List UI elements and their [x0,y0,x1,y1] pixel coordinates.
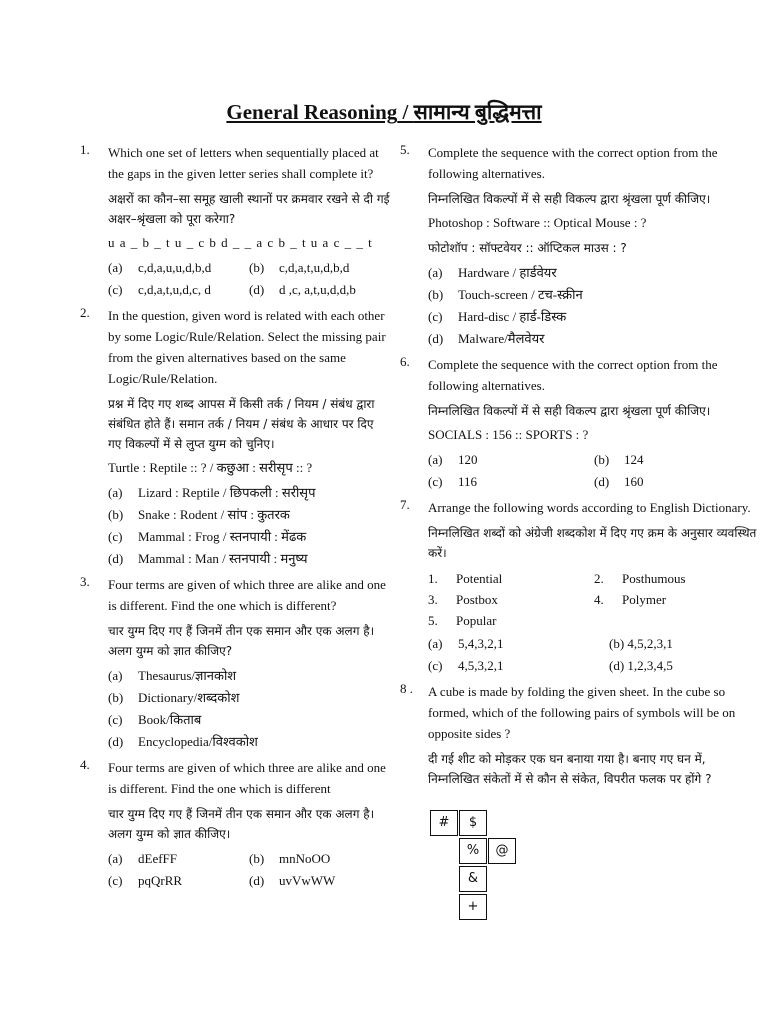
option-c[interactable] [428,656,609,675]
option-label: (a) [428,636,443,651]
question-number: 7. [400,497,410,512]
option-text: Hardware / हार्डवेयर [458,265,557,280]
option-text: Mammal : Frog / स्तनपायी : मेंढक [138,529,307,544]
option-c[interactable] [428,472,594,491]
option-c[interactable] [428,307,760,326]
net-cell-at: @ [488,838,516,864]
question-6 [400,354,760,491]
option-label: (c) [428,309,443,324]
option-text: Mammal : Man / स्तनपायी : मनुष्य [138,551,308,566]
option-row [428,656,760,675]
option-label: (a) [108,851,123,866]
option-b[interactable] [609,634,760,653]
option-label: (b) [428,287,444,302]
question-text-hindi: दी गई शीट को मोड़कर एक घन बनाया गया है। बनाए गए घन में, निम्नलिखित संकेतों में से कौन से संकेत, विपरीत फलक पर होंगे ? [428,752,712,786]
question-5 [400,142,760,348]
option-label: (b) [108,690,124,705]
question-text-hindi: निम्नलिखित विकल्पों में से सही विकल्प द्वारा श्रृंखला पूर्ण कीजिए। [428,192,711,206]
question-4 [80,757,390,890]
option-row [428,472,760,491]
option-row [428,450,760,469]
question-number: 4. [80,757,90,772]
option-d[interactable] [249,871,390,890]
option-label: (d) [108,551,124,566]
option-text: 4,5,3,2,1 [458,658,504,673]
option-c[interactable] [108,280,249,299]
word-item [594,589,760,610]
word-item [428,589,594,610]
option-row [108,280,390,299]
option-label: (a) [108,668,123,683]
option-c[interactable] [108,527,390,546]
question-3 [80,574,390,751]
option-text: 4,5,2,3,1 [627,636,673,651]
option-text: Malware/मैलवेयर [458,331,545,346]
option-c[interactable] [108,871,249,890]
question-7 [400,497,760,675]
option-text: Snake : Rodent / सांप : कुतरक [138,507,290,522]
option-text: c,d,a,t,u,d,b,d [279,260,350,275]
net-cell-hash: # [430,810,458,836]
option-label: (c) [428,474,443,489]
option-label: (d) [108,734,124,749]
option-label: (c) [108,529,123,544]
option-label: (b) [609,636,625,651]
option-label: (d) [428,331,444,346]
option-b[interactable] [428,285,760,304]
option-text: 5,4,3,2,1 [458,636,504,651]
question-text-hindi: प्रश्न में दिए गए शब्द आपस में किसी तर्क / नियम / संबंध द्वारा संबंधित होते हैं। समान तर्क / नियम / संबंध के आधार पर दिए गए विकल्पों में से लुप्त युग्म को चुनिए। [108,397,375,451]
net-cell-dollar: $ [459,810,487,836]
option-text: Touch-screen / टच-स्क्रीन [458,287,583,302]
option-label: (d) [609,658,625,673]
question-8 [400,681,760,789]
option-b[interactable] [108,505,390,524]
page-title [0,98,768,126]
option-text: mnNoOO [279,851,331,866]
option-label: (a) [428,265,443,280]
word-item [428,568,594,589]
option-b[interactable] [594,450,760,469]
cube-net-figure [430,810,520,922]
question-number: 3. [80,574,90,589]
question-text-english: Four terms are given of which three are alike and one is different. Find the one which is different [108,760,386,796]
analogy-prompt: SOCIALS : 156 :: SPORTS : ? [428,427,589,442]
option-row [108,871,390,890]
question-text-hindi: चार युग्म दिए गए हैं जिनमें तीन एक समान और एक अलग है। अलग युग्म को ज्ञात कीजिए? [108,624,375,658]
title-separator: / [397,100,414,124]
question-number: 1. [80,142,90,157]
option-label: (d) [594,474,610,489]
option-label: (b) [249,260,265,275]
question-text-english: Which one set of letters when sequentially placed at the gaps in the given letter series shall complete it? [108,145,379,181]
net-cell-percent: % [459,838,487,864]
question-2 [80,305,390,568]
option-text: dEefFF [138,851,177,866]
option-text: Hard-disc / हार्ड-डिस्क [458,309,567,324]
option-text: Book/किताब [138,712,202,727]
option-text: 160 [624,474,644,489]
question-text-english: Four terms are given of which three are alike and one is different. Find the one which is different? [108,577,386,613]
option-a[interactable] [108,849,249,868]
option-label: (a) [108,485,123,500]
word-number: 2. [594,571,604,586]
option-label: (c) [108,282,123,297]
question-1 [80,142,390,299]
option-text: 120 [458,452,478,467]
option-a[interactable] [428,263,760,282]
option-label: (a) [108,260,123,275]
option-text: Encyclopedia/विश्वकोश [138,734,258,749]
question-text-hindi: निम्नलिखित शब्दों को अंग्रेजी शब्दकोश में दिए गए क्रम के अनुसार व्यवस्थित करें। [428,526,757,560]
option-d[interactable] [594,472,760,491]
option-text: Thesaurus/ज्ञानकोश [138,668,237,683]
option-text: 124 [624,452,644,467]
question-number: 5. [400,142,410,157]
option-d[interactable] [609,656,760,675]
question-text-english: In the question, given word is related with each other by some Logic/Rule/Relation. Select the missing pair from the given alternatives based on the same Logic/Rule/Relation. [108,308,386,386]
analogy-prompt-english: Photoshop : Software :: Optical Mouse : ? [428,215,647,230]
net-cell-ampersand: & [459,866,487,892]
word-item [428,610,594,631]
option-text: Lizard : Reptile / छिपकली : सरीसृप [138,485,316,500]
option-label: (b) [594,452,610,467]
option-a[interactable] [428,450,594,469]
word-number: 4. [594,592,604,607]
word-text: Posthumous [622,571,686,586]
option-a[interactable] [428,634,609,653]
option-a[interactable] [108,666,390,685]
question-text-english: Complete the sequence with the correct option from the following alternatives. [428,357,718,393]
option-text: c,d,a,u,u,d,b,d [138,260,212,275]
option-text: Dictionary/शब्दकोश [138,690,240,705]
question-text-english: Arrange the following words according to English Dictionary. [428,500,751,515]
option-d[interactable] [249,280,390,299]
option-text: 1,2,3,4,5 [627,658,673,673]
question-text-hindi: निम्नलिखित विकल्पों में से सही विकल्प द्वारा श्रृंखला पूर्ण कीजिए। [428,404,711,418]
option-b[interactable] [249,258,390,277]
analogy-prompt-hindi: फोटोशॉप : सॉफ्टवेयर :: ऑप्टिकल माउस : ? [428,241,627,255]
option-label: (a) [428,452,443,467]
option-a[interactable] [108,258,249,277]
word-text: Potential [456,571,503,586]
option-text: c,d,a,t,u,d,c, d [138,282,211,297]
option-label: (c) [108,712,123,727]
option-d[interactable] [108,549,390,568]
word-item [594,568,760,589]
option-text: uvVwWW [279,873,336,888]
option-c[interactable] [108,710,390,729]
question-number: 2. [80,305,90,320]
right-column [400,142,760,795]
option-row [108,258,390,277]
option-text: d ,c, a,t,u,d,d,b [279,282,356,297]
question-text-english: Complete the sequence with the correct option from the following alternatives. [428,145,718,181]
question-text-hindi: चार युग्म दिए गए हैं जिनमें तीन एक समान और एक अलग है। अलग युग्म को ज्ञात कीजिए। [108,807,375,841]
net-cell-plus: + [459,894,487,920]
word-number: 3. [428,592,438,607]
analogy-prompt: Turtle : Reptile :: ? / कछुआ : सरीसृप :: ? [108,460,313,475]
word-list [428,568,760,631]
left-column [80,142,390,896]
question-text-hindi: अक्षरों का कौन–सा समूह खाली स्थानों पर क्रमवार रखने से दी गई अक्षर–श्रृंखला को पूरा करेगा? [108,192,390,226]
word-text: Postbox [456,592,498,607]
option-b[interactable] [108,688,390,707]
option-d[interactable] [108,732,390,751]
option-label: (c) [108,873,123,888]
option-row [108,849,390,868]
question-text-english: A cube is made by folding the given sheet. In the cube so formed, which of the following pairs of symbols will be on opposite sides ? [428,684,736,741]
question-number: 8 . [400,681,413,696]
question-number: 6. [400,354,410,369]
title-english: General Reasoning [226,100,398,124]
letter-series: u a _ b _ t u _ c b d _ _ a c b _ t u a c _ _ t [108,235,373,250]
option-label: (b) [249,851,265,866]
option-label: (d) [249,873,265,888]
option-label: (c) [428,658,443,673]
option-label: (b) [108,507,124,522]
option-row [428,634,760,653]
option-d[interactable] [428,329,760,348]
option-a[interactable] [108,483,390,502]
title-hindi: सामान्य बुद्धिमत्ता [413,100,542,124]
option-text: 116 [458,474,478,489]
option-b[interactable] [249,849,390,868]
word-number: 1. [428,571,438,586]
word-text: Popular [456,613,497,628]
option-text: pqQrRR [138,873,183,888]
option-label: (d) [249,282,265,297]
word-number: 5. [428,613,438,628]
word-text: Polymer [622,592,667,607]
